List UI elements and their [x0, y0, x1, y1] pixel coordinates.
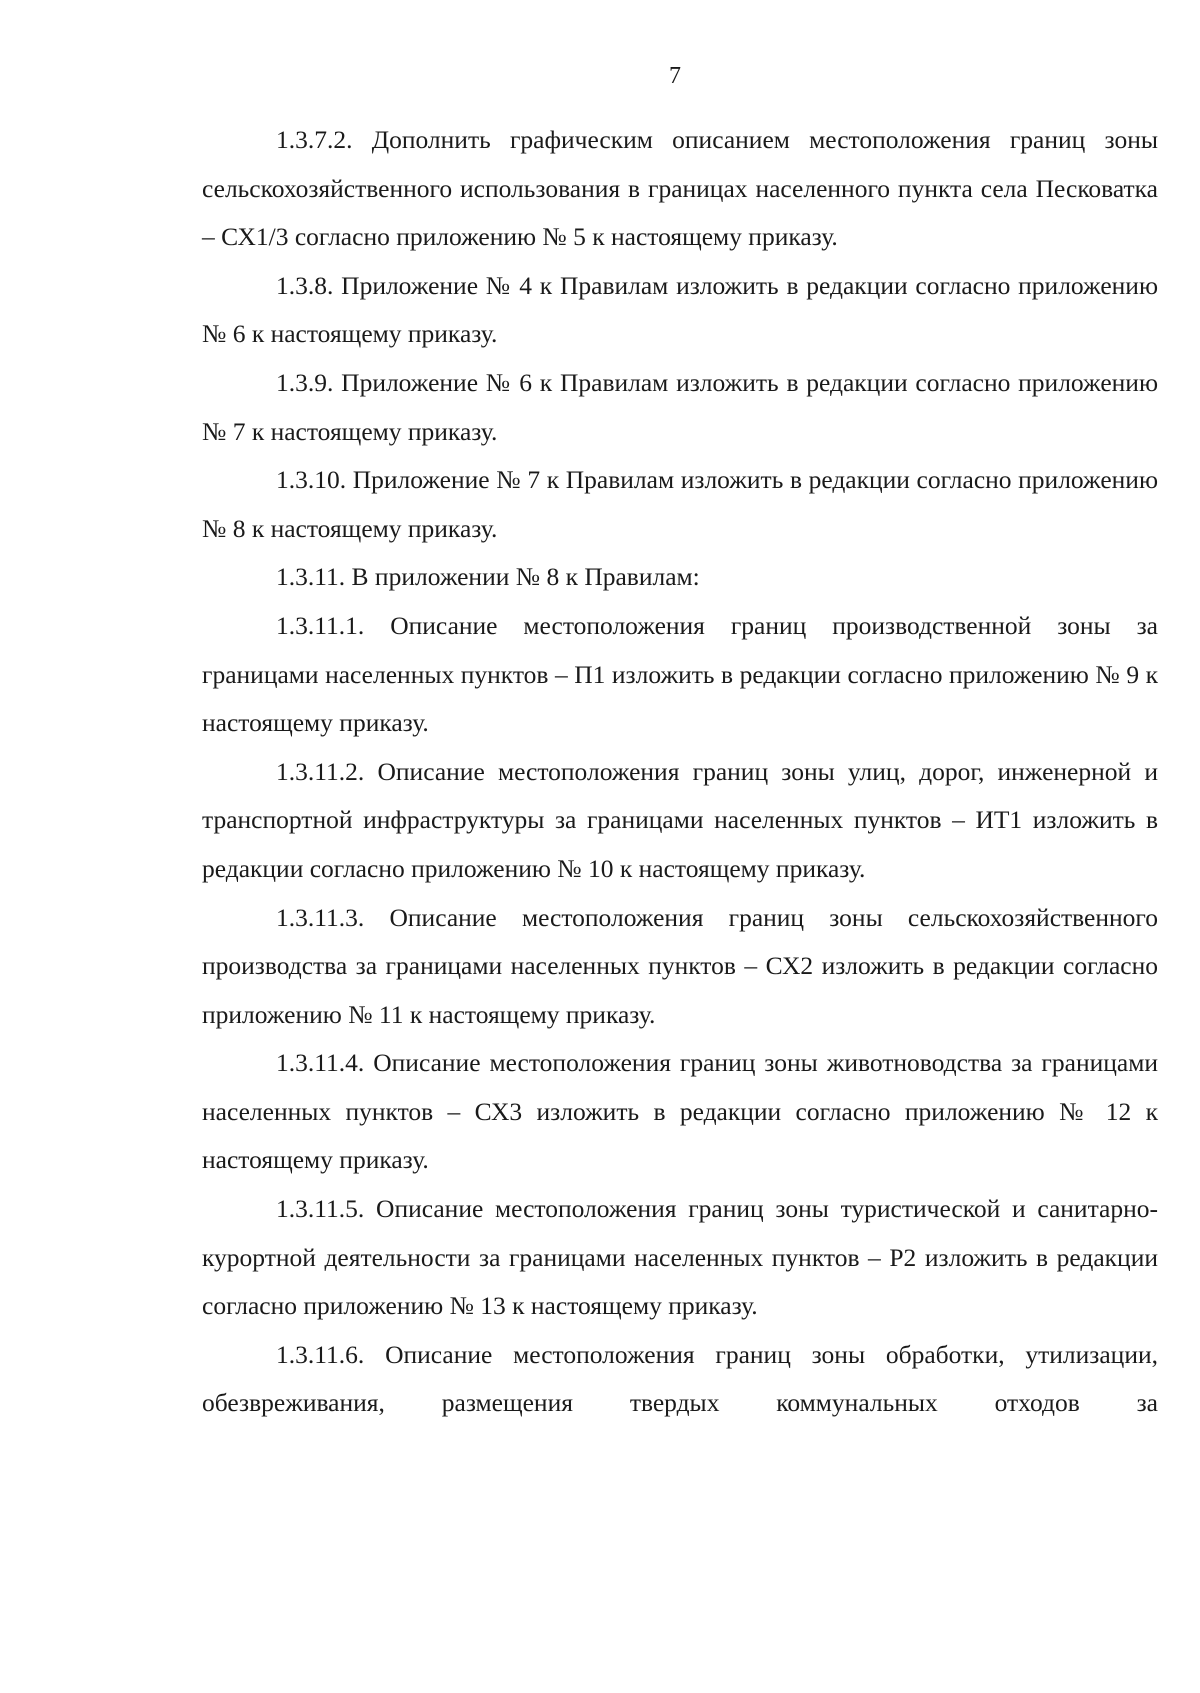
paragraph-1-3-10: 1.3.10. Приложение № 7 к Правилам изложить в редакции согласно приложению № 8 к настоящему приказу. — [202, 465, 1158, 543]
page-number: 7 — [669, 63, 681, 89]
paragraph-1-3-11-2: 1.3.11.2. Описание местоположения границ зоны улиц, дорог, инженерной и транспортной инфраструктуры за границами населенных пунктов – ИТ1 изложить в редакции согласно приложению № 10 к настоящему приказу. — [202, 756, 1158, 883]
paragraph-1-3-7-2: 1.3.7.2. Дополнить графическим описанием местоположения границ зоны сельскохозяйственного использования в границах населенного пункта села Песковатка – СХ1/3 согласно приложению № 5 к настоящему приказу. — [202, 125, 1158, 252]
paragraph-1-3-11-6: 1.3.11.6. Описание местоположения границ зоны обработки, утилизации, обезвреживания, размещения твердых коммунальных отходов за — [202, 1339, 1158, 1418]
document-body — [202, 116, 1158, 1428]
paragraph-1-3-11-4: 1.3.11.4. Описание местоположения границ зоны животноводства за границами населенных пунктов – СХ3 изложить в редакции согласно приложению № 12 к настоящему приказу. — [202, 1048, 1158, 1175]
paragraph-1-3-11-5: 1.3.11.5. Описание местоположения границ зоны туристической и санитарно-курортной деятельности за границами населенных пунктов – Р2 изложить в редакции согласно приложению № 13 к настоящему приказу. — [202, 1194, 1158, 1321]
paragraph-1-3-8: 1.3.8. Приложение № 4 к Правилам изложить в редакции согласно приложению № 6 к настоящему приказу. — [202, 270, 1158, 349]
paragraph-1-3-11: 1.3.11. В приложении № 8 к Правилам: — [276, 562, 700, 592]
paragraph-1-3-9: 1.3.9. Приложение № 6 к Правилам изложить в редакции согласно приложению № 7 к настоящему приказу. — [202, 367, 1158, 446]
paragraph-1-3-11-3: 1.3.11.3. Описание местоположения границ зоны сельскохозяйственного производства за границами населенных пунктов – СХ2 изложить в редакции согласно приложению № 11 к настоящему приказу. — [202, 902, 1158, 1029]
paragraph-1-3-11-1: 1.3.11.1. Описание местоположения границ производственной зоны за границами населенных пунктов – П1 изложить в редакции согласно приложению № 9 к настоящему приказу. — [202, 610, 1158, 738]
